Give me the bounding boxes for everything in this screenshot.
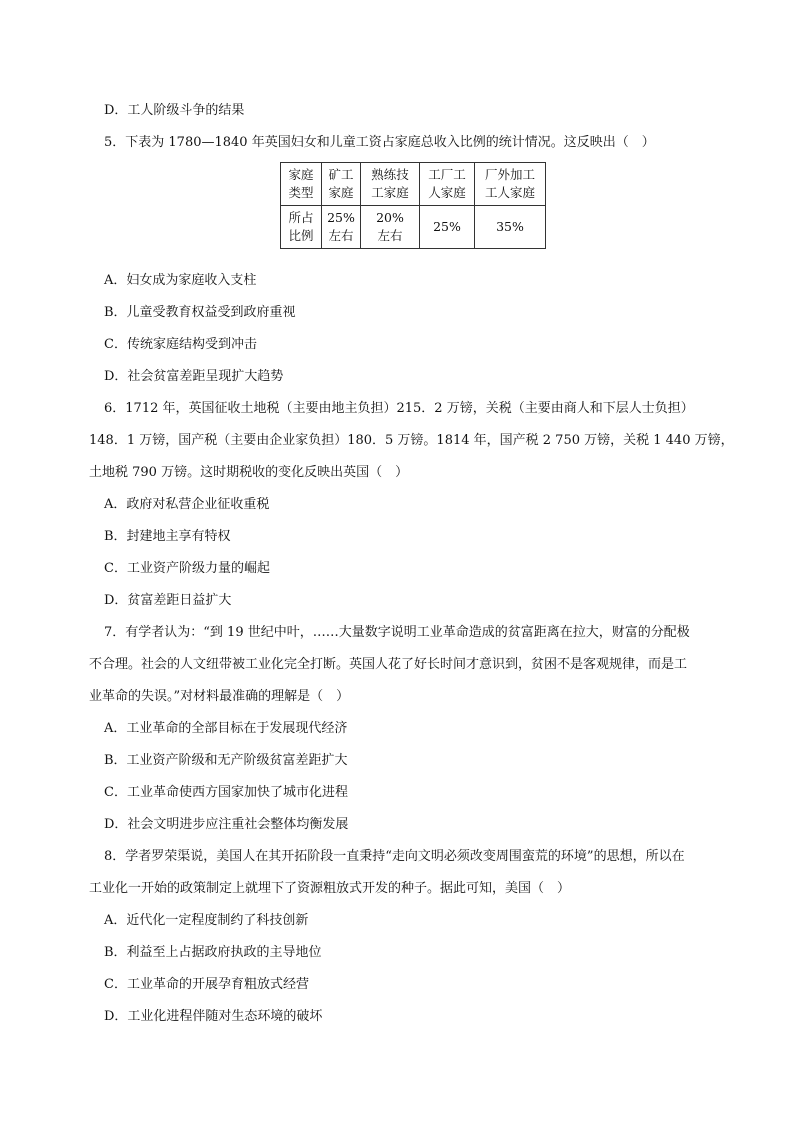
q5-option-b: B．儿童受教育权益受到政府重视 — [104, 305, 296, 320]
q5-table-header-row — [281, 163, 546, 206]
q8-option-b: B．利益至上占据政府执政的主导地位 — [104, 945, 322, 960]
q5-data-cell — [322, 206, 361, 249]
q5-stem: 5．下表为 1780—1840 年英国妇女和儿童工资占家庭总收入比例的统计情况。这反映出（ ） — [104, 135, 655, 150]
q7-option-c: C．工业革命使西方国家加快了城市化进程 — [104, 785, 348, 800]
q7-stem-line-1: 7．有学者认为：“到 19 世纪中叶，……大量数字说明工业革命造成的贫富距离在拉大，财富的分配极 — [104, 625, 690, 640]
cell-text: 熟练技 工家庭 — [371, 167, 409, 200]
q8-stem-line-2: 工业化一开始的政策制定上就埋下了资源粗放式开发的种子。据此可知，美国（ ） — [89, 881, 571, 896]
cell-text: 所占 比例 — [288, 210, 314, 243]
q5-table-data-row — [281, 206, 546, 249]
q6-stem-line-1: 6．1712 年，英国征收土地税（主要由地主负担）215．2 万镑，关税（主要由商人和下层人士负担） — [104, 401, 694, 416]
q6-option-c: C．工业资产阶级力量的崛起 — [104, 561, 270, 576]
q7-option-b: B．工业资产阶级和无产阶级贫富差距扩大 — [104, 753, 348, 768]
q8-option-c: C．工业革命的开展孕育粗放式经营 — [104, 977, 309, 992]
cell-text: 工厂工 人家庭 — [428, 167, 466, 200]
q6-option-a: A．政府对私营企业征收重税 — [104, 497, 270, 512]
q5-option-c: C．传统家庭结构受到冲击 — [104, 337, 257, 352]
q8-option-d: D．工业化进程伴随对生态环境的破坏 — [104, 1009, 323, 1024]
q5-option-a: A．妇女成为家庭收入支柱 — [104, 273, 257, 288]
q8-stem-line-1: 8．学者罗荣渠说，美国人在其开拓阶段一直秉持“走向文明必须改变周围蛮荒的环境”的思想，所以在 — [104, 849, 685, 864]
q5-table — [280, 162, 546, 249]
cell-text: 家庭 类型 — [288, 167, 314, 200]
q5-header-cell — [322, 163, 361, 206]
cell-text: 35% — [496, 219, 524, 234]
q5-header-cell — [420, 163, 475, 206]
q5-header-cell — [475, 163, 546, 206]
q4-option-d: D．工人阶级斗争的结果 — [104, 103, 245, 118]
q5-option-d: D．社会贫富差距呈现扩大趋势 — [104, 369, 284, 384]
cell-text: 20% 左右 — [376, 210, 404, 243]
q6-option-d: D．贫富差距日益扩大 — [104, 593, 232, 608]
q7-option-d: D．社会文明进步应注重社会整体均衡发展 — [104, 817, 349, 832]
q5-data-cell — [361, 206, 420, 249]
cell-text: 厂外加工 工人家庭 — [484, 167, 535, 200]
q5-header-cell — [361, 163, 420, 206]
q7-stem-line-2: 不合理。社会的人文纽带被工业化完全打断。英国人花了好长时间才意识到，贫困不是客观规律，而是工 — [89, 657, 688, 672]
q5-data-cell — [420, 206, 475, 249]
q8-option-a: A．近代化一定程度制约了科技创新 — [104, 913, 309, 928]
q7-stem-line-3: 业革命的失误。”对材料最准确的理解是（ ） — [89, 689, 350, 704]
q7-option-a: A．工业革命的全部目标在于发展现代经济 — [104, 721, 348, 736]
q6-stem-line-2: 148．1 万镑，国产税（主要由企业家负担）180．5 万镑。1814 年，国产税 2 750 万镑，关税 1 440 万镑， — [89, 433, 734, 448]
cell-text: 25% 左右 — [327, 210, 355, 243]
q6-stem-line-3: 土地税 790 万镑。这时期税收的变化反映出英国（ ） — [89, 465, 409, 480]
q5-header-cell — [281, 163, 322, 206]
cell-text: 矿工 家庭 — [328, 167, 354, 200]
q5-data-cell — [281, 206, 322, 249]
q5-data-cell — [475, 206, 546, 249]
cell-text: 25% — [433, 219, 461, 234]
q6-option-b: B．封建地主享有特权 — [104, 529, 231, 544]
